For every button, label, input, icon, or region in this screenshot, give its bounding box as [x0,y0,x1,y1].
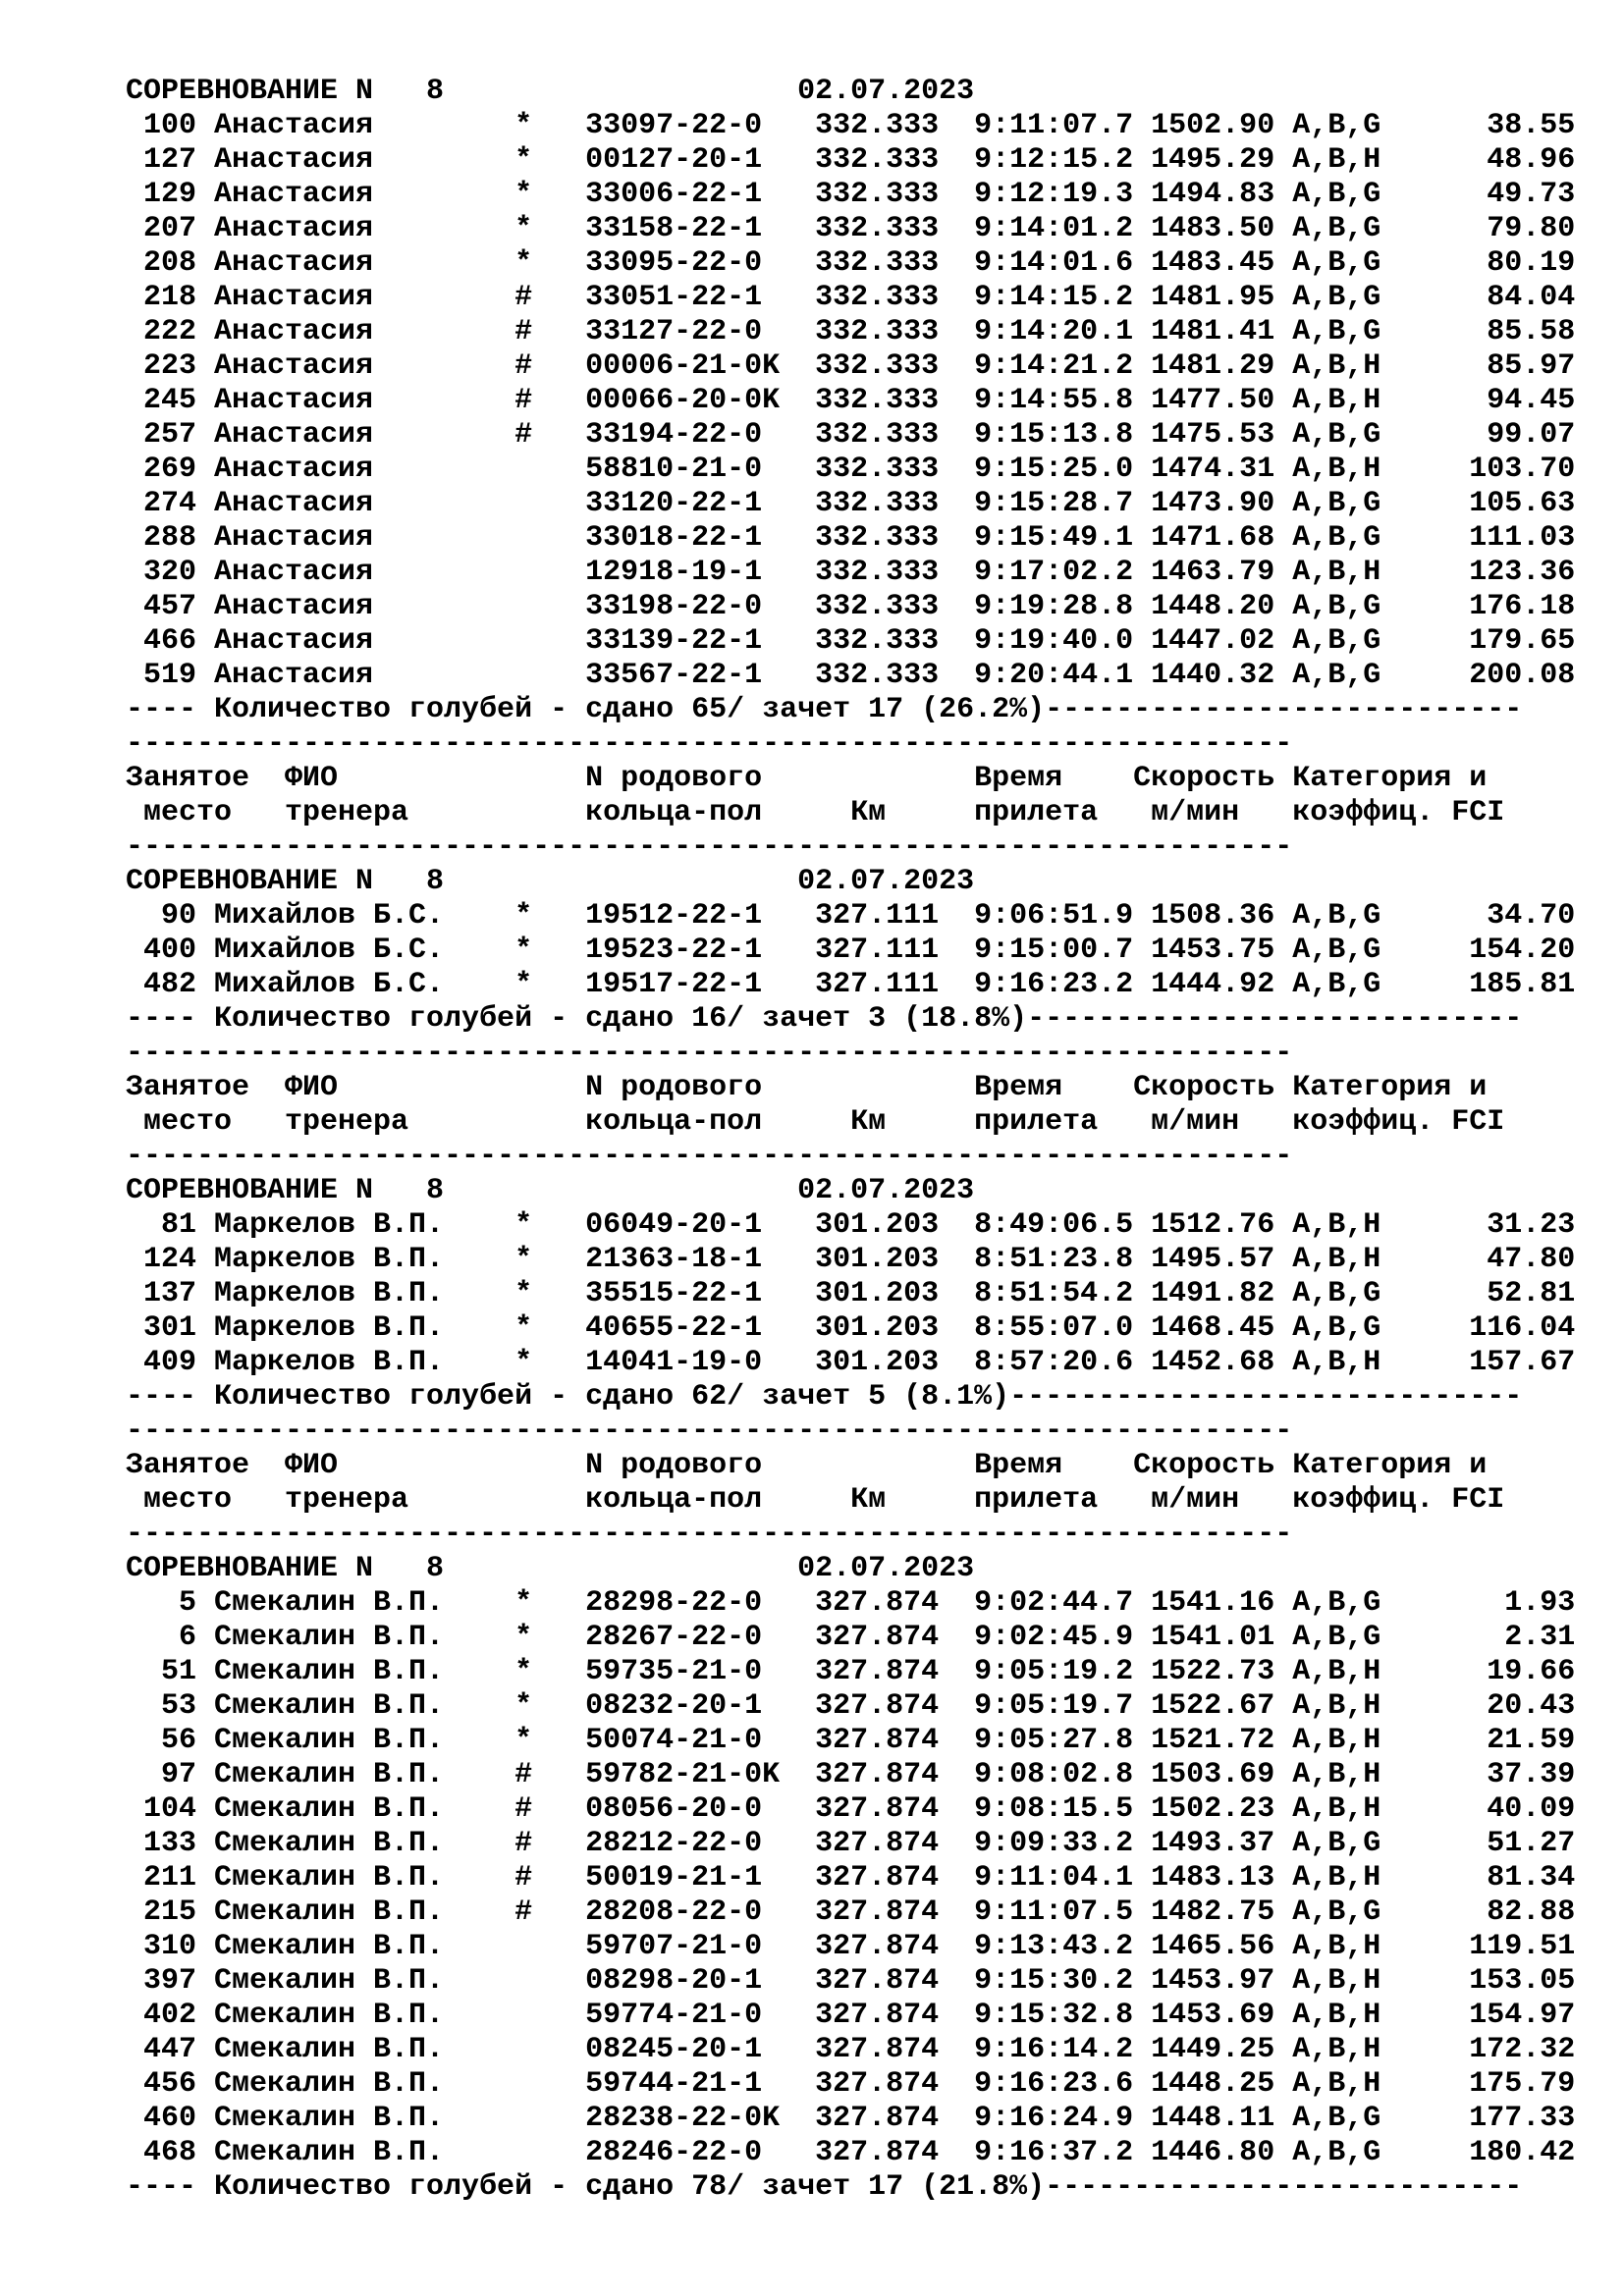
result-row: 51 Смекалин В.П. * 59735-21-0 327.874 9:05:19.2 1522.73 A,B,H 19.66 [126,1655,1576,1688]
summary-line: ---- Количество голубей - сдано 65/ зачет 17 (26.2%)--------------------------- [126,693,1523,726]
result-section [126,75,1575,727]
competition-title: СОРЕВНОВАНИЕ N 8 02.07.2023 [126,1174,975,1207]
summary-line: ---- Количество голубей - сдано 78/ зачет 17 (21.8%)--------------------------- [126,2170,1523,2204]
result-row: 468 Смекалин В.П. 28246-22-0 327.874 9:16:37.2 1446.80 A,B,G 180.42 [126,2136,1576,2169]
result-section [126,727,1575,1037]
separator-line: ------------------------------------------------------------------ [126,1140,1293,1173]
result-row: 400 Михайлов Б.С. * 19523-22-1 327.111 9:15:00.7 1453.75 A,B,G 154.20 [126,934,1576,967]
result-row: 218 Анастасия # 33051-22-1 332.333 9:14:15.2 1481.95 A,B,G 84.04 [126,281,1576,314]
result-row: 466 Анастасия 33139-22-1 332.333 9:19:40.0 1447.02 A,B,G 179.65 [126,624,1576,658]
summary-line: ---- Количество голубей - сдано 16/ зачет 3 (18.8%)---------------------------- [126,1002,1523,1036]
competition-title: СОРЕВНОВАНИЕ N 8 02.07.2023 [126,75,975,108]
result-row: 215 Смекалин В.П. # 28208-22-0 327.874 9:11:07.5 1482.75 A,B,G 82.88 [126,1896,1576,1929]
result-row: 90 Михайлов Б.С. * 19512-22-1 327.111 9:06:51.9 1508.36 A,B,G 34.70 [126,899,1576,933]
competition-title: СОРЕВНОВАНИЕ N 8 02.07.2023 [126,1552,975,1585]
result-row: 127 Анастасия * 00127-20-1 332.333 9:12:15.2 1495.29 A,B,H 48.96 [126,143,1576,177]
result-row: 6 Смекалин В.П. * 28267-22-0 327.874 9:02:45.9 1541.01 A,B,G 2.31 [126,1621,1576,1654]
result-row: 447 Смекалин В.П. 08245-20-1 327.874 9:16:14.2 1449.25 A,B,H 172.32 [126,2033,1576,2066]
result-row: 460 Смекалин В.П. 28238-22-0K 327.874 9:16:24.9 1448.11 A,B,G 177.33 [126,2102,1576,2135]
result-row: 288 Анастасия 33018-22-1 332.333 9:15:49.1 1471.68 A,B,G 111.03 [126,521,1576,555]
result-row: 5 Смекалин В.П. * 28298-22-0 327.874 9:02:44.7 1541.16 A,B,G 1.93 [126,1586,1576,1620]
summary-line: ---- Количество голубей - сдано 62/ зачет 5 (8.1%)----------------------------- [126,1380,1523,1414]
result-row: 482 Михайлов Б.С. * 19517-22-1 327.111 9:16:23.2 1444.92 A,B,G 185.81 [126,968,1576,1001]
result-row: 100 Анастасия * 33097-22-0 332.333 9:11:07.7 1502.90 A,B,G 38.55 [126,109,1576,142]
result-row: 257 Анастасия # 33194-22-0 332.333 9:15:13.8 1475.53 A,B,G 99.07 [126,418,1576,452]
column-header-line-1: Занятое ФИО N родового Время Скорость Категория и [126,1071,1488,1104]
result-row: 456 Смекалин В.П. 59744-21-1 327.874 9:16:23.6 1448.25 A,B,H 175.79 [126,2067,1576,2101]
separator-line: ------------------------------------------------------------------ [126,727,1293,761]
result-row: 97 Смекалин В.П. # 59782-21-0K 327.874 9:08:02.8 1503.69 A,B,H 37.39 [126,1758,1576,1791]
result-row: 129 Анастасия * 33006-22-1 332.333 9:12:19.3 1494.83 A,B,G 49.73 [126,178,1576,211]
result-row: 223 Анастасия # 00006-21-0K 332.333 9:14:21.2 1481.29 A,B,H 85.97 [126,349,1576,383]
result-section [126,1037,1575,1415]
result-row: 137 Маркелов В.П. * 35515-22-1 301.203 8:51:54.2 1491.82 A,B,G 52.81 [126,1277,1576,1310]
result-row: 409 Маркелов В.П. * 14041-19-0 301.203 8:57:20.6 1452.68 A,B,H 157.67 [126,1346,1576,1379]
result-row: 208 Анастасия * 33095-22-0 332.333 9:14:01.6 1483.45 A,B,G 80.19 [126,246,1576,280]
column-header-line-2: место тренера кольца-пол Км прилета м/мин коэффиц. FCI [126,796,1505,829]
results-page [126,75,1575,2205]
result-row: 320 Анастасия 12918-19-1 332.333 9:17:02.2 1463.79 A,B,H 123.36 [126,556,1576,589]
result-row: 245 Анастасия # 00066-20-0K 332.333 9:14:55.8 1477.50 A,B,H 94.45 [126,384,1576,417]
result-row: 301 Маркелов В.П. * 40655-22-1 301.203 8:55:07.0 1468.45 A,B,G 116.04 [126,1311,1576,1345]
result-row: 53 Смекалин В.П. * 08232-20-1 327.874 9:05:19.7 1522.67 A,B,H 20.43 [126,1689,1576,1723]
result-row: 519 Анастасия 33567-22-1 332.333 9:20:44.1 1440.32 A,B,G 200.08 [126,659,1576,692]
result-row: 211 Смекалин В.П. # 50019-21-1 327.874 9:11:04.1 1483.13 A,B,H 81.34 [126,1861,1576,1895]
separator-line: ------------------------------------------------------------------ [126,1415,1293,1448]
separator-line: ------------------------------------------------------------------ [126,1518,1293,1551]
result-row: 81 Маркелов В.П. * 06049-20-1 301.203 8:49:06.5 1512.76 A,B,H 31.23 [126,1208,1576,1242]
column-header-line-1: Занятое ФИО N родового Время Скорость Категория и [126,762,1488,795]
column-header-line-2: место тренера кольца-пол Км прилета м/мин коэффиц. FCI [126,1105,1505,1139]
result-row: 274 Анастасия 33120-22-1 332.333 9:15:28.7 1473.90 A,B,G 105.63 [126,487,1576,520]
result-row: 310 Смекалин В.П. 59707-21-0 327.874 9:13:43.2 1465.56 A,B,H 119.51 [126,1930,1576,1963]
result-row: 457 Анастасия 33198-22-0 332.333 9:19:28.8 1448.20 A,B,G 176.18 [126,590,1576,623]
result-row: 124 Маркелов В.П. * 21363-18-1 301.203 8:51:23.8 1495.57 A,B,H 47.80 [126,1243,1576,1276]
competition-title: СОРЕВНОВАНИЕ N 8 02.07.2023 [126,865,975,898]
result-row: 402 Смекалин В.П. 59774-21-0 327.874 9:15:32.8 1453.69 A,B,H 154.97 [126,1999,1576,2032]
separator-line: ------------------------------------------------------------------ [126,830,1293,864]
result-row: 104 Смекалин В.П. # 08056-20-0 327.874 9:08:15.5 1502.23 A,B,H 40.09 [126,1792,1576,1826]
result-row: 397 Смекалин В.П. 08298-20-1 327.874 9:15:30.2 1453.97 A,B,H 153.05 [126,1964,1576,1998]
separator-line: ------------------------------------------------------------------ [126,1037,1293,1070]
column-header-line-1: Занятое ФИО N родового Время Скорость Категория и [126,1449,1488,1482]
column-header-line-2: место тренера кольца-пол Км прилета м/мин коэффиц. FCI [126,1483,1505,1517]
result-row: 207 Анастасия * 33158-22-1 332.333 9:14:01.2 1483.50 A,B,G 79.80 [126,212,1576,245]
result-section [126,1415,1575,2205]
result-row: 56 Смекалин В.П. * 50074-21-0 327.874 9:05:27.8 1521.72 A,B,H 21.59 [126,1724,1576,1757]
result-row: 133 Смекалин В.П. # 28212-22-0 327.874 9:09:33.2 1493.37 A,B,G 51.27 [126,1827,1576,1860]
result-row: 222 Анастасия # 33127-22-0 332.333 9:14:20.1 1481.41 A,B,G 85.58 [126,315,1576,348]
result-row: 269 Анастасия 58810-21-0 332.333 9:15:25.0 1474.31 A,B,H 103.70 [126,453,1576,486]
